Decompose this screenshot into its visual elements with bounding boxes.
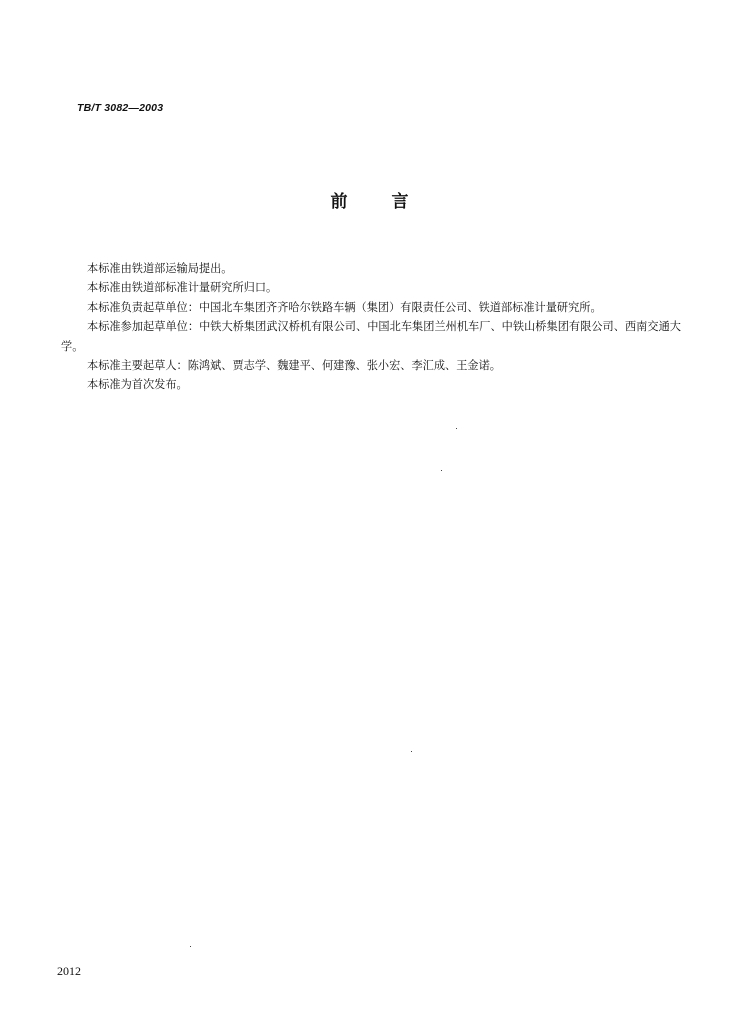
page-title: 前言: [330, 192, 453, 212]
scan-speck: [190, 946, 191, 947]
paragraph-main-drafters: 本标准主要起草人：陈鸿斌、贾志学、魏建平、何建豫、张小宏、李汇成、王金诺。: [87, 359, 501, 373]
standard-code-header: TB/T 3082—2003: [77, 102, 164, 114]
paragraph-first-release: 本标准为首次发布。: [87, 378, 188, 392]
paragraph-proposer: 本标准由铁道部运输局提出。: [87, 262, 233, 275]
paragraph-main-drafting-units: 本标准负责起草单位：中国北车集团齐齐哈尔铁路车辆（集团）有限责任公司、铁道部标准计量研究所。: [87, 300, 602, 314]
paragraph-administrator: 本标准由铁道部标准计量研究所归口。: [87, 281, 278, 295]
paragraph-participating-units: 本标准参加起草单位：中铁大桥集团武汉桥机有限公司、中国北车集团兰州机车厂、中铁山桥集团有限公司、西南交通大学。: [61, 320, 681, 353]
scan-speck: [456, 428, 457, 429]
scan-speck: [411, 751, 412, 752]
foreword-body: [61, 259, 681, 395]
page-number: 2012: [57, 964, 81, 978]
scan-speck: [441, 470, 442, 471]
